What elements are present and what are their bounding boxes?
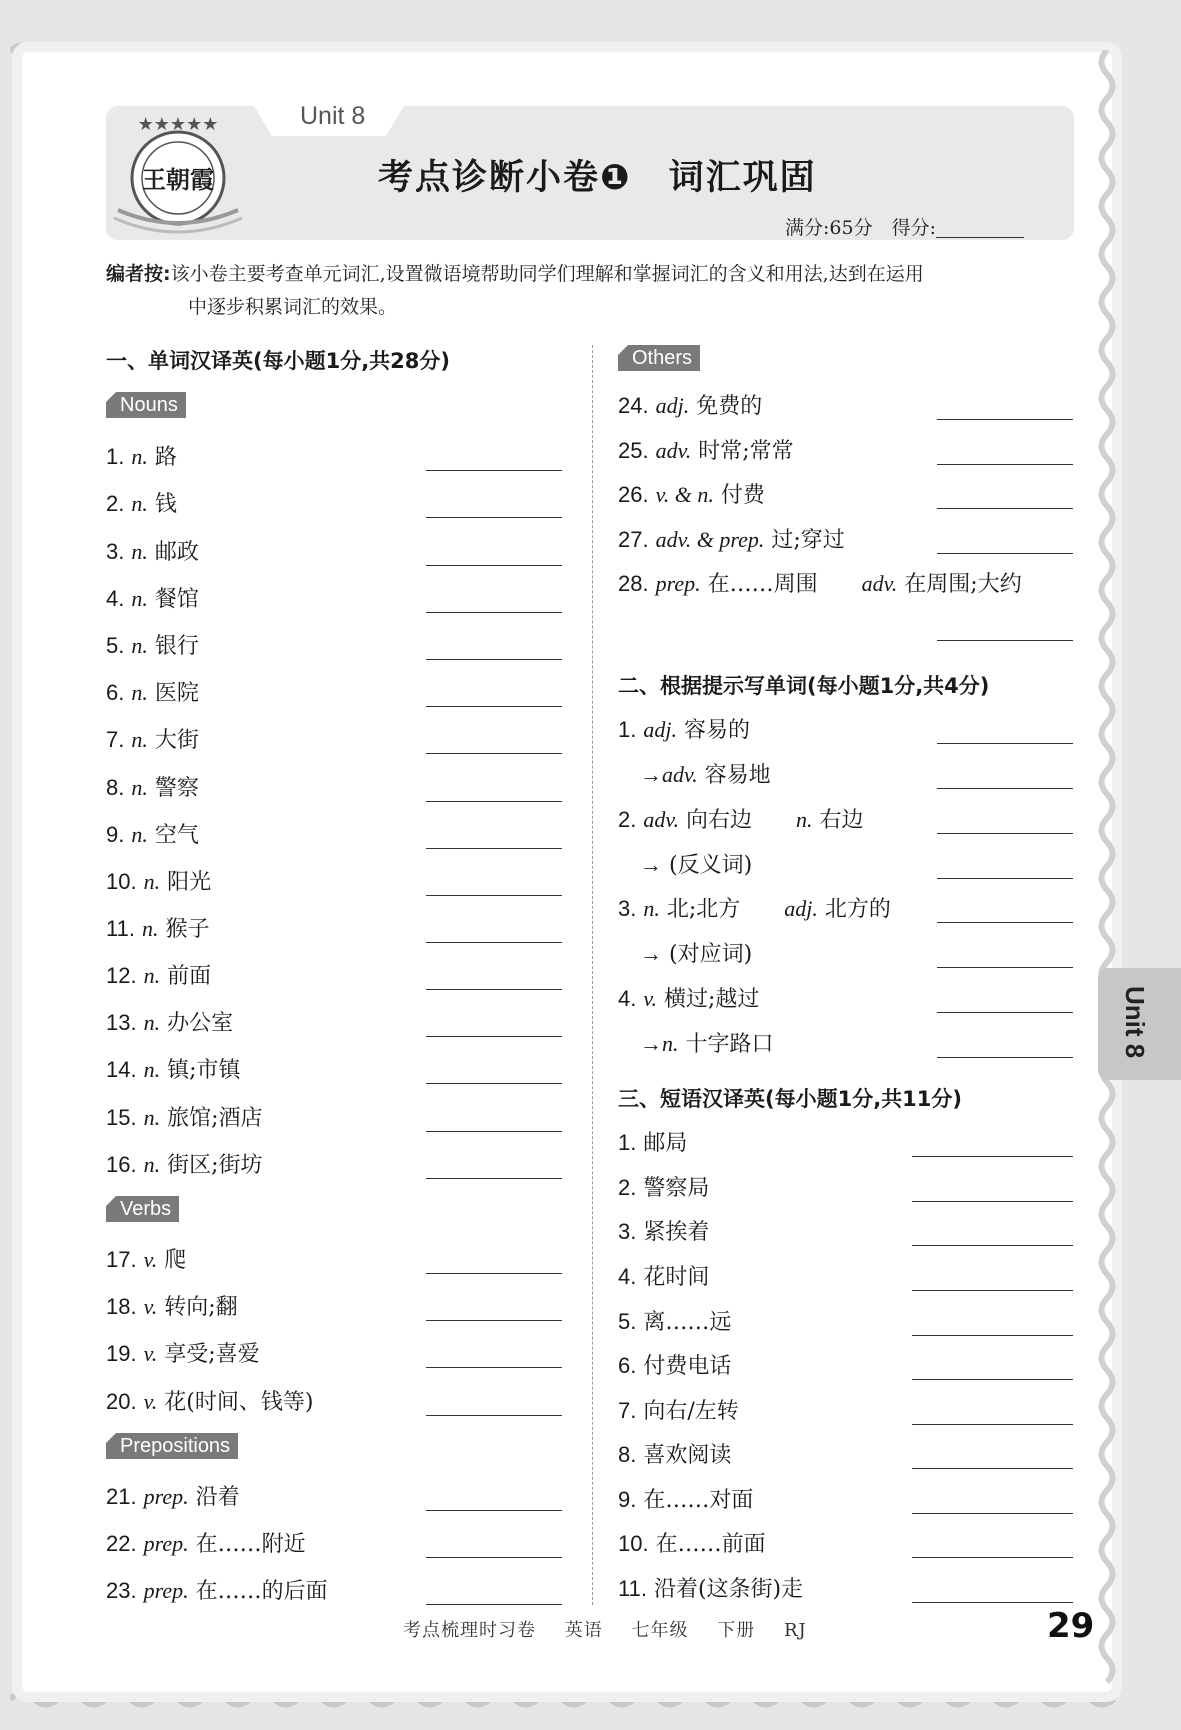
question-number: 8.	[618, 1442, 637, 1467]
question-number: 8.	[106, 775, 125, 800]
question-prompt: 阳光	[167, 870, 212, 895]
tag-verbs: Verbs	[106, 1196, 179, 1222]
answer-blank[interactable]	[912, 1335, 1073, 1336]
question-prompt: 在……对面	[643, 1488, 754, 1513]
question-item	[618, 567, 1022, 598]
question-item	[106, 912, 209, 943]
question-item	[106, 723, 199, 754]
answer-blank[interactable]	[937, 878, 1073, 879]
answer-blank[interactable]	[426, 1510, 562, 1511]
answer-blank[interactable]	[426, 659, 562, 660]
answer-blank[interactable]	[937, 1012, 1073, 1013]
answer-blank[interactable]	[912, 1557, 1073, 1558]
publisher-logo	[106, 106, 251, 240]
answer-blank[interactable]	[426, 470, 562, 471]
question-prompt: 路	[154, 445, 177, 470]
question-number: 1.	[618, 717, 637, 742]
question-prompt: 餐馆	[154, 587, 199, 612]
sub-prompt: 十字路口	[685, 1032, 774, 1057]
answer-blank[interactable]	[426, 1083, 562, 1084]
question-prompt: 街区;街坊	[167, 1153, 263, 1178]
question-prompt-2: 北方的	[824, 897, 891, 922]
part-of-speech-2: n.	[796, 807, 813, 832]
part-of-speech-2: adj.	[784, 896, 818, 921]
question-item	[618, 1171, 709, 1202]
svg-text:王朝霞: 王朝霞	[142, 165, 214, 194]
question-item	[106, 1385, 313, 1416]
sub-part-of-speech: →	[640, 852, 662, 877]
question-item	[106, 1290, 238, 1321]
part-of-speech: n.	[131, 727, 148, 752]
question-item	[618, 478, 765, 509]
question-prompt: 大街	[154, 728, 199, 753]
answer-blank[interactable]	[937, 788, 1073, 789]
question-number: 4.	[106, 586, 125, 611]
answer-blank[interactable]	[912, 1379, 1073, 1380]
question-prompt: 沿着	[195, 1485, 240, 1510]
question-prompt: 转向;翻	[164, 1295, 238, 1320]
question-subitem	[640, 758, 771, 789]
part-of-speech: n.	[131, 444, 148, 469]
answer-blank[interactable]	[912, 1602, 1073, 1603]
part-of-speech: v.	[143, 1389, 158, 1414]
question-number: 19.	[106, 1341, 137, 1366]
question-item	[618, 1305, 731, 1336]
answer-blank[interactable]	[426, 895, 562, 896]
answer-blank[interactable]	[426, 1131, 562, 1132]
question-item	[106, 1243, 186, 1274]
answer-blank[interactable]	[426, 517, 562, 518]
answer-blank[interactable]	[937, 553, 1073, 554]
question-prompt: 在……附近	[195, 1532, 306, 1557]
question-item	[106, 1006, 233, 1037]
question-number: 16.	[106, 1152, 137, 1177]
question-prompt: 横过;越过	[664, 987, 760, 1012]
answer-blank[interactable]	[912, 1156, 1073, 1157]
tag-prepositions: Prepositions	[106, 1433, 238, 1459]
editor-note	[106, 258, 1081, 324]
question-number: 7.	[106, 727, 125, 752]
part-of-speech: v.	[143, 1247, 158, 1272]
question-prompt: 花时间	[643, 1265, 710, 1290]
sub-prompt: 容易地	[704, 763, 771, 788]
question-prompt: 警察局	[643, 1176, 710, 1201]
score-label: 满分:65分 得分:	[785, 217, 936, 239]
footer-volume: 下册	[717, 1620, 756, 1641]
editor-note-line2: 中逐步积累词汇的效果。	[188, 296, 398, 318]
part-of-speech: n.	[143, 1105, 161, 1130]
question-number: 2.	[618, 807, 637, 832]
answer-blank[interactable]	[426, 1604, 562, 1605]
answer-blank[interactable]	[937, 922, 1073, 923]
question-number: 4.	[618, 1264, 637, 1289]
question-number: 3.	[106, 539, 125, 564]
question-item	[106, 1527, 306, 1558]
answer-blank[interactable]	[937, 464, 1073, 465]
part-of-speech: prep.	[143, 1578, 189, 1603]
question-number: 3.	[618, 1219, 637, 1244]
question-number: 2.	[618, 1175, 637, 1200]
question-item	[106, 1101, 263, 1132]
question-item	[106, 865, 211, 896]
question-prompt: 向右/左转	[643, 1399, 739, 1424]
part-of-speech: n.	[643, 896, 660, 921]
question-number: 28.	[618, 571, 649, 596]
question-prompt: 喜欢阅读	[643, 1443, 732, 1468]
question-item	[618, 389, 762, 420]
answer-blank[interactable]	[426, 753, 562, 754]
question-item	[618, 1215, 709, 1246]
page-title: 考点诊断小卷❶ 词汇巩固	[378, 158, 817, 198]
answer-blank[interactable]	[426, 1036, 562, 1037]
sub-part-of-speech: →	[640, 941, 662, 966]
question-item	[106, 1053, 241, 1084]
tag-nouns: Nouns	[106, 392, 186, 418]
part-of-speech: prep.	[143, 1531, 189, 1556]
question-prompt: 免费的	[696, 394, 763, 419]
part-of-speech: n.	[131, 491, 148, 516]
part-of-speech: n.	[143, 869, 161, 894]
answer-blank[interactable]	[426, 942, 562, 943]
question-item	[106, 771, 199, 802]
part-of-speech: n.	[131, 822, 148, 847]
footer-book: 考点梳理时习卷	[403, 1620, 536, 1641]
question-item	[106, 629, 199, 660]
question-prompt: 花(时间、钱等)	[164, 1390, 314, 1415]
question-prompt: 邮局	[643, 1131, 688, 1156]
score-line	[785, 213, 1024, 240]
part-of-speech: n.	[131, 680, 148, 705]
tag-others: Others	[618, 345, 700, 371]
question-number: 3.	[618, 896, 637, 921]
answer-blank[interactable]	[426, 1320, 562, 1321]
answer-blank[interactable]	[937, 833, 1073, 834]
question-item	[618, 523, 845, 554]
part-of-speech: prep.	[143, 1484, 189, 1509]
question-number: 1.	[618, 1130, 637, 1155]
question-number: 23.	[106, 1578, 137, 1603]
answer-blank[interactable]	[426, 848, 562, 849]
question-prompt: 旅馆;酒店	[167, 1106, 263, 1131]
question-number: 6.	[618, 1353, 637, 1378]
answer-blank[interactable]	[912, 1424, 1073, 1425]
question-prompt: 紧挨着	[643, 1220, 710, 1245]
answer-blank[interactable]	[426, 1178, 562, 1179]
answer-blank[interactable]	[426, 1367, 562, 1368]
answer-blank[interactable]	[937, 967, 1073, 968]
part-of-speech: v.	[643, 986, 657, 1011]
question-prompt: 向右边	[686, 808, 753, 833]
question-number: 6.	[106, 680, 125, 705]
question-number: 5.	[106, 633, 125, 658]
answer-blank[interactable]	[937, 743, 1073, 744]
question-number: 12.	[106, 963, 137, 988]
question-prompt: 在……的后面	[195, 1579, 328, 1604]
question-item	[106, 1480, 240, 1511]
question-prompt: 离……远	[643, 1310, 732, 1335]
wavy-border-right	[1096, 50, 1118, 1700]
part-of-speech: n.	[143, 1057, 161, 1082]
question-prompt: 过;穿过	[771, 528, 845, 553]
question-number: 9.	[618, 1487, 637, 1512]
question-subitem	[640, 848, 752, 879]
question-prompt: 医院	[154, 681, 199, 706]
question-number: 26.	[618, 482, 649, 507]
question-number: 17.	[106, 1247, 137, 1272]
answer-blank[interactable]	[937, 419, 1073, 420]
question-subitem	[640, 1027, 774, 1058]
question-item	[618, 713, 750, 744]
question-item	[618, 1349, 731, 1380]
column-divider	[592, 345, 593, 1605]
part-of-speech: prep.	[655, 571, 701, 596]
answer-blank[interactable]	[937, 640, 1073, 641]
question-number: 11.	[618, 1576, 647, 1601]
question-number: 24.	[618, 393, 649, 418]
part-of-speech: adv. & prep.	[655, 527, 765, 552]
question-prompt: 北;北方	[666, 897, 741, 922]
footer-edition: RJ	[783, 1620, 807, 1641]
answer-blank[interactable]	[937, 1057, 1073, 1058]
question-number: 7.	[618, 1398, 637, 1423]
question-number: 15.	[106, 1105, 137, 1130]
question-prompt-2: 右边	[819, 808, 864, 833]
question-number: 9.	[106, 822, 125, 847]
part-of-speech: adv.	[643, 807, 679, 832]
part-of-speech: n.	[143, 963, 161, 988]
part-of-speech: n.	[143, 1010, 161, 1035]
answer-blank[interactable]	[426, 612, 562, 613]
editor-note-line1: 该小卷主要考查单元词汇,设置微语境帮助同学们理解和掌握词汇的含义和用法,达到在运用	[170, 263, 924, 285]
question-number: 21.	[106, 1484, 137, 1509]
question-prompt: 容易的	[683, 718, 750, 743]
section1-title: 一、单词汉译英(每小题1分,共28分)	[106, 349, 451, 373]
question-number: 10.	[618, 1531, 649, 1556]
part-of-speech: n.	[131, 586, 148, 611]
unit-side-tab-label: Unit 8	[1120, 986, 1150, 1059]
question-prompt: 享受;喜爱	[164, 1342, 260, 1367]
question-number: 11.	[106, 916, 135, 941]
question-item	[618, 1260, 709, 1291]
answer-blank[interactable]	[426, 989, 562, 990]
question-item	[618, 434, 794, 465]
question-prompt: 前面	[167, 964, 212, 989]
question-number: 2.	[106, 491, 125, 516]
question-item	[106, 535, 199, 566]
sub-prompt: (反义词)	[669, 853, 753, 878]
part-of-speech: adj.	[643, 717, 677, 742]
question-item	[106, 582, 199, 613]
answer-blank[interactable]	[912, 1245, 1073, 1246]
sub-prompt: (对应词)	[669, 942, 753, 967]
question-number: 18.	[106, 1294, 137, 1319]
question-number: 25.	[618, 438, 649, 463]
question-item	[618, 892, 891, 923]
part-of-speech: v.	[143, 1294, 158, 1319]
question-item	[106, 1574, 328, 1605]
question-number: 5.	[618, 1309, 637, 1334]
question-item	[618, 982, 759, 1013]
question-prompt: 钱	[154, 492, 177, 517]
footer-subject: 英语	[564, 1620, 603, 1641]
footer-grade: 七年级	[631, 1620, 689, 1641]
question-item	[106, 1337, 260, 1368]
question-number: 10.	[106, 869, 137, 894]
sub-part-of-speech: →n.	[640, 1031, 679, 1056]
answer-blank[interactable]	[937, 508, 1073, 509]
editor-note-lead: 编者按:	[106, 263, 171, 285]
question-item	[106, 487, 177, 518]
part-of-speech-2: adv.	[861, 571, 898, 596]
answer-blank[interactable]	[912, 1513, 1073, 1514]
footer	[403, 1616, 829, 1642]
question-prompt: 银行	[154, 634, 199, 659]
question-prompt: 办公室	[167, 1011, 234, 1036]
answer-blank[interactable]	[912, 1290, 1073, 1291]
answer-blank[interactable]	[912, 1468, 1073, 1469]
question-number: 20.	[106, 1389, 137, 1414]
question-prompt: 沿着(这条街)走	[653, 1577, 804, 1602]
question-item	[618, 803, 864, 834]
question-prompt: 镇;市镇	[167, 1058, 241, 1083]
question-number: 22.	[106, 1531, 137, 1556]
question-item	[618, 1572, 803, 1603]
question-item	[618, 1527, 766, 1558]
answer-blank[interactable]	[426, 565, 562, 566]
question-prompt: 邮政	[154, 540, 199, 565]
question-number: 1.	[106, 444, 125, 469]
question-number: 4.	[618, 986, 637, 1011]
part-of-speech: n.	[131, 775, 148, 800]
question-prompt: 在……前面	[655, 1532, 766, 1557]
part-of-speech: v.	[143, 1341, 158, 1366]
answer-blank[interactable]	[426, 1273, 562, 1274]
part-of-speech: n.	[143, 1152, 161, 1177]
question-item	[106, 959, 211, 990]
part-of-speech: n.	[131, 633, 148, 658]
question-prompt: 时常;常常	[698, 439, 794, 464]
part-of-speech: adv.	[655, 438, 692, 463]
part-of-speech: v. & n.	[655, 482, 714, 507]
answer-blank[interactable]	[426, 1557, 562, 1558]
question-number: 27.	[618, 527, 649, 552]
question-prompt: 付费	[720, 483, 765, 508]
question-number: 13.	[106, 1010, 137, 1035]
sub-part-of-speech: →adv.	[640, 762, 698, 787]
question-prompt: 警察	[154, 776, 199, 801]
part-of-speech: n.	[131, 539, 148, 564]
unit-label: Unit 8	[300, 102, 366, 130]
question-prompt: 爬	[164, 1248, 187, 1273]
question-item	[106, 1148, 263, 1179]
part-of-speech: n.	[141, 916, 159, 941]
section2-title: 二、根据提示写单词(每小题1分,共4分)	[618, 674, 990, 698]
question-number: 14.	[106, 1057, 137, 1082]
svg-text:★★★★★: ★★★★★	[137, 114, 219, 135]
answer-blank[interactable]	[426, 1415, 562, 1416]
question-item	[106, 440, 177, 471]
question-prompt: 付费电话	[643, 1354, 732, 1379]
question-prompt: 空气	[154, 823, 199, 848]
question-prompt: 猴子	[165, 917, 210, 942]
unit-side-tab[interactable]	[1098, 968, 1181, 1080]
section3-title: 三、短语汉译英(每小题1分,共11分)	[618, 1087, 963, 1111]
answer-blank[interactable]	[912, 1201, 1073, 1202]
question-item	[618, 1438, 731, 1469]
answer-blank[interactable]	[426, 801, 562, 802]
question-item	[106, 818, 199, 849]
part-of-speech: adj.	[655, 393, 690, 418]
score-blank[interactable]	[936, 218, 1024, 238]
question-item	[106, 676, 199, 707]
question-item	[618, 1394, 739, 1425]
question-prompt: 在……周围	[707, 572, 818, 597]
question-prompt-2: 在周围;大约	[904, 572, 1022, 597]
question-item	[618, 1483, 753, 1514]
answer-blank[interactable]	[426, 706, 562, 707]
page-number: 29	[1047, 1606, 1095, 1646]
question-item	[618, 1126, 687, 1157]
question-subitem	[640, 937, 752, 968]
